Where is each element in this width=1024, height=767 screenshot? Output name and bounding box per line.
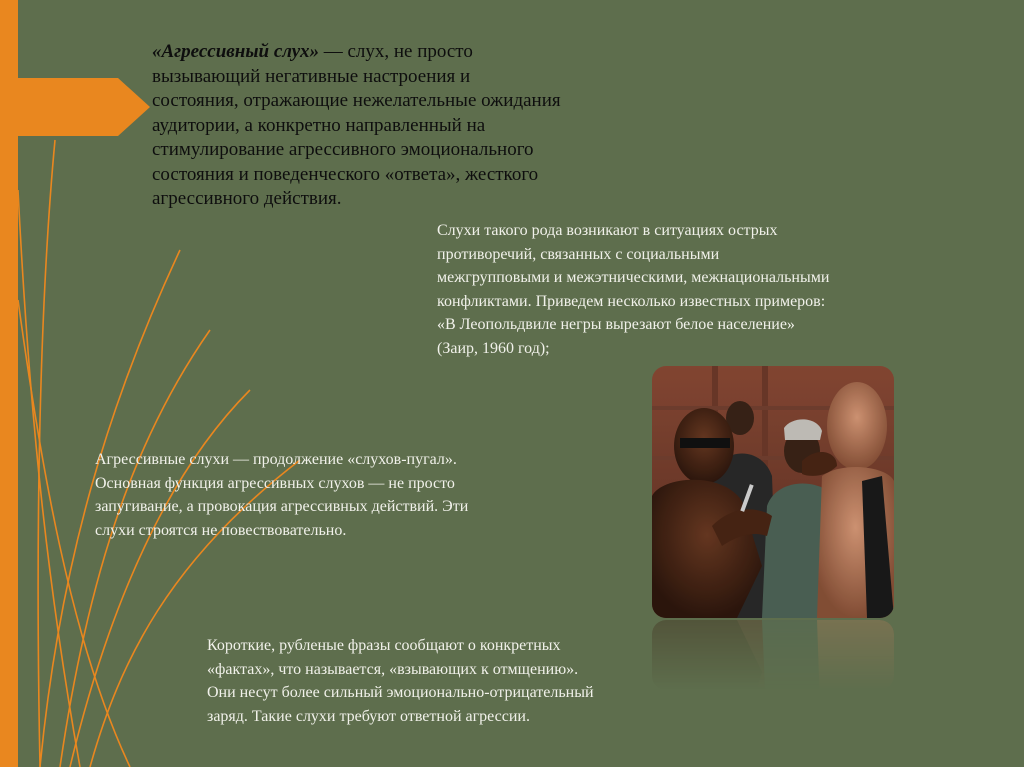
continuation-line: Агрессивные слухи — продолжение «слухов-пугал». (95, 451, 457, 468)
continuation-line: Основная функция агрессивных слухов — не просто (95, 474, 455, 492)
confrontation-photo (652, 366, 894, 618)
continuation-line: запугивание, а провокация агрессивных действий. Эти (95, 498, 469, 515)
definition-line: аудитории, а конкретно направленный на (152, 114, 486, 136)
definition-text (152, 40, 692, 212)
situations-line: конфликтами. Приведем несколько известных примеров: (437, 292, 826, 310)
definition-line: вызывающий негативные настроения и (152, 65, 471, 87)
phrases-text (207, 634, 707, 728)
term-title: «Агрессивный слух» (152, 41, 319, 62)
situations-line: противоречий, связанных с социальными (437, 245, 720, 263)
continuation-line: слухи строятся не повествовательно. (95, 521, 347, 539)
situations-line: (Заир, 1960 год); (437, 339, 550, 357)
definition-line: — слух, не просто (318, 41, 473, 62)
situations-line: межгрупповыми и межэтническими, межнациональными (437, 269, 830, 286)
definition-line: агрессивного действия. (152, 188, 342, 209)
situations-line: «В Леопольдвиле негры вырезают белое население» (437, 316, 795, 333)
definition-line: состояния, отражающие нежелательные ожидания (152, 90, 561, 111)
phrases-line: Они несут более сильный эмоционально-отрицательный (207, 684, 594, 701)
definition-line: стимулирование агрессивного эмоционального (152, 139, 534, 160)
phrases-line: «фактах», что называется, «взывающих к отмщению». (207, 660, 579, 678)
situations-line: Слухи такого рода возникают в ситуациях острых (437, 222, 778, 239)
situations-text (437, 219, 957, 360)
phrases-line: заряд. Такие слухи требуют ответной агрессии. (207, 707, 530, 725)
continuation-text (95, 448, 575, 542)
definition-line: состояния и поведенческого «ответа», жесткого (152, 163, 539, 185)
phrases-line: Короткие, рубленые фразы сообщают о конкретных (207, 637, 561, 654)
